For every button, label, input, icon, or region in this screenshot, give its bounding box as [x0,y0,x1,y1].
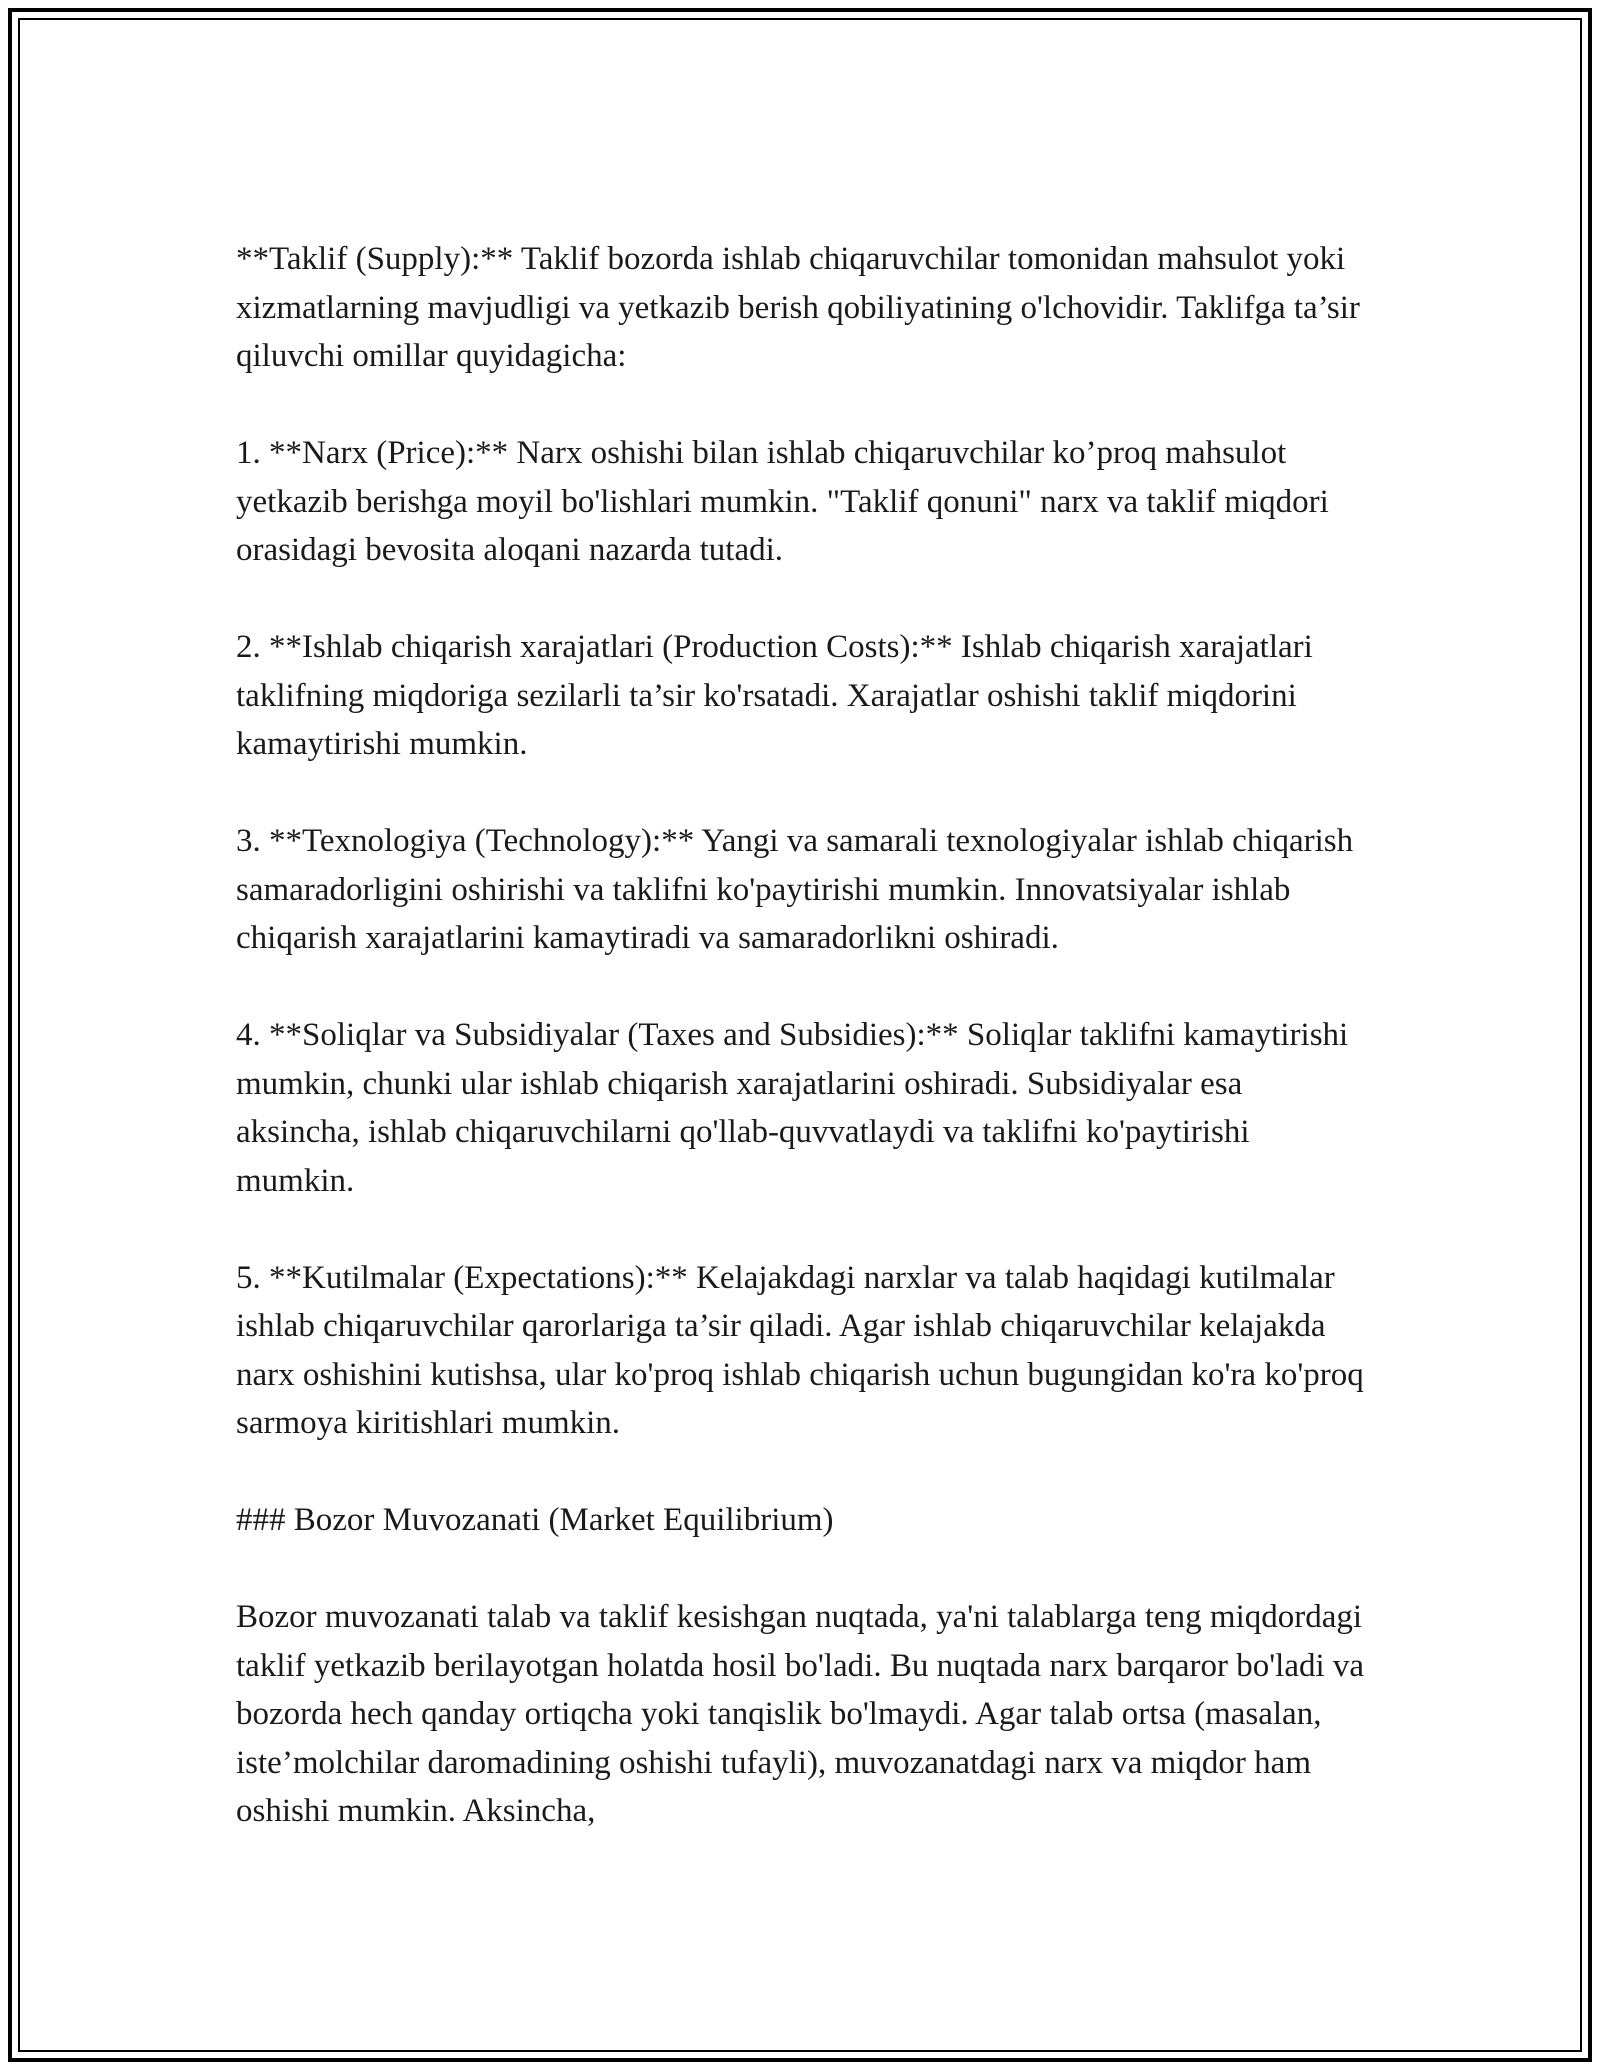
paragraph-technology: 3. **Texnologiya (Technology):** Yangi va samarali texnologiyalar ishlab chiqarish samaradorligini oshirishi va taklifni ko'paytirishi mumkin. Innovatsiyalar ishlab chiqarish xarajatlarini kamaytiradi va samaradorlikni oshiradi. [236,823,1354,956]
paragraph-market-equilibrium: Bozor muvozanati talab va taklif kesishgan nuqtada, ya'ni talablarga teng miqdordagi taklif yetkazib berilayotgan holatda hosil bo'ladi. Bu nuqtada narx barqaror bo'ladi va bozorda hech qanday ortiqcha yoki tanqislik bo'lmaydi. Agar talab ortsa (masalan, iste’molchilar daromadining oshishi tufayli), muvozanatdagi narx va miqdor ham oshishi mumkin. Aksincha, [236,1599,1365,1829]
section-heading-market-equilibrium: ### Bozor Muvozanati (Market Equilibrium) [236,1502,834,1538]
paragraph-supply-intro: **Taklif (Supply):** Taklif bozorda ishlab chiqaruvchilar tomonidan mahsulot yoki xizmatlarning mavjudligi va yetkazib berish qobiliyatining o'lchovidir. Taklifga ta’sir qiluvchi omillar quyidagicha: [236,241,1360,374]
paragraph-production-costs: 2. **Ishlab chiqarish xarajatlari (Production Costs):** Ishlab chiqarish xarajatlari taklifning miqdoriga sezilarli ta’sir ko'rsatadi. Xarajatlar oshishi taklif miqdorini kamaytirishi mumkin. [236,629,1313,762]
paragraph-expectations: 5. **Kutilmalar (Expectations):** Kelajakdagi narxlar va talab haqidagi kutilmalar ishlab chiqaruvchilar qarorlariga ta’sir qiladi. Agar ishlab chiqaruvchilar kelajakda narx oshishini kutishsa, ular ko'proq ishlab chiqarish uchun bugungidan ko'ra ko'proq sarmoya kiritishlari mumkin. [236,1259,1364,1441]
document-body [236,235,1366,1884]
paragraph-taxes-subsidies: 4. **Soliqlar va Subsidiyalar (Taxes and Subsidies):** Soliqlar taklifni kamaytirishi mumkin, chunki ular ishlab chiqarish xarajatlarini oshiradi. Subsidiyalar esa aksincha, ishlab chiqaruvchilarni qo'llab-quvvatlaydi va taklifni ko'paytirishi mumkin. [236,1017,1349,1199]
paragraph-price: 1. **Narx (Price):** Narx oshishi bilan ishlab chiqaruvchilar ko’proq mahsulot yetkazib berishga moyil bo'lishlari mumkin. "Taklif qonuni" narx va taklif miqdori orasidagi bevosita aloqani nazarda tutadi. [236,435,1329,568]
